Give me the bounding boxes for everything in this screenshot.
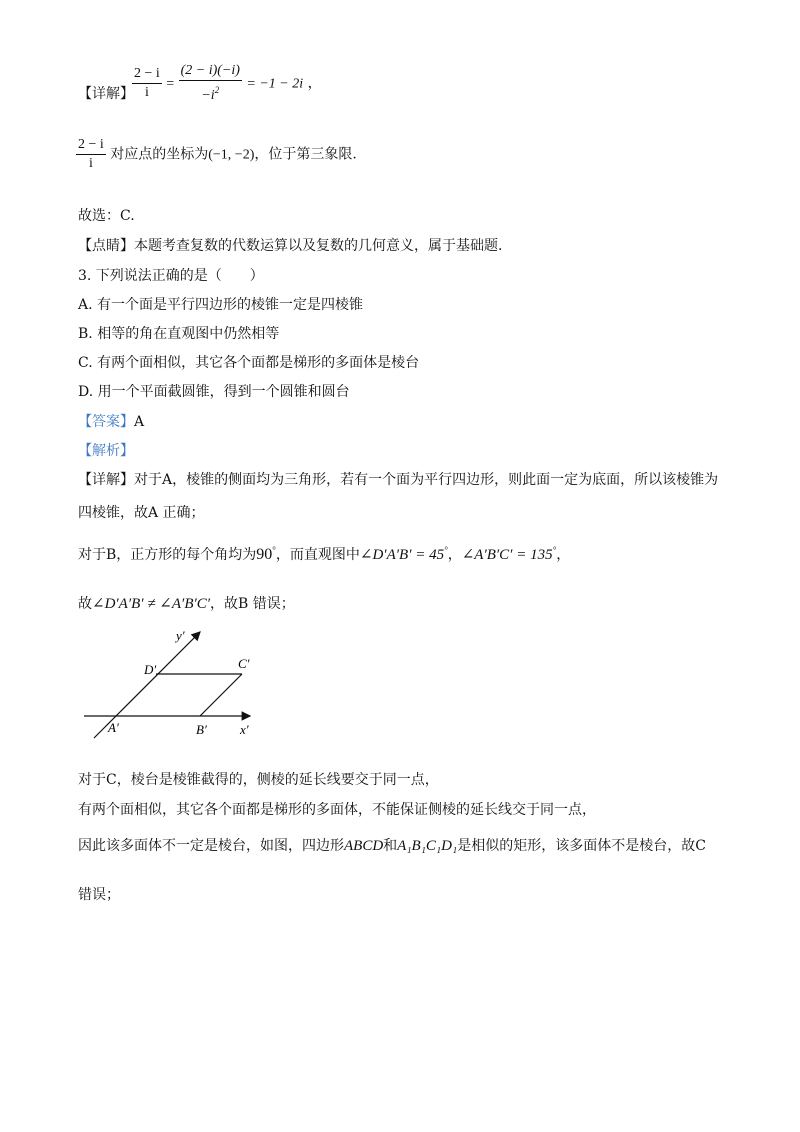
label-b: B′: [196, 722, 207, 737]
degree-90: 90°: [256, 545, 276, 563]
detail-c-line4: 错误；: [78, 887, 120, 903]
detail-c-line3-a: 因此该多面体不一定是棱台，如图，四边形: [78, 838, 344, 854]
angle-dab: ∠D′A′B′ = 45°: [359, 545, 448, 563]
equation-line: [132, 62, 322, 105]
detail-c-and: 和: [383, 838, 398, 854]
detail-c-line1: 对于C，棱台是棱锥截得的，侧棱的延长线要交于同一点，: [78, 772, 439, 788]
label-d: D′: [144, 662, 157, 677]
coordinate-value: (−1, −2): [208, 147, 255, 163]
label-y: y′: [176, 628, 185, 643]
quad-a1b1c1d1: A₁B₁C₁D₁: [397, 838, 458, 854]
answer-value: A: [134, 414, 145, 430]
equals-sign: =: [166, 76, 175, 92]
angle-inequality: ∠D′A′B′ ≠ ∠A′B′C′: [92, 596, 211, 612]
option-c: C. 有两个面相似，其它各个面都是梯形的多面体是棱台: [78, 355, 420, 371]
analysis-tag: 【解析】: [78, 443, 134, 459]
answer-tag: 【答案】: [78, 414, 134, 430]
detail-c-line3-b: 是相似的矩形，该多面体不是棱台，故C: [457, 838, 706, 854]
detail-b-mid: ，而直观图中: [275, 547, 360, 563]
equation-result: = −1 − 2i: [246, 76, 304, 92]
label-a: A′: [108, 720, 119, 735]
question-stem: 3. 下列说法正确的是（ ）: [78, 268, 264, 284]
detail-tag-q2: 【详解】: [78, 86, 134, 102]
side-cb: [200, 674, 242, 716]
detail-b-line1: [78, 540, 570, 565]
label-x: x′: [240, 722, 249, 737]
option-a: A. 有一个面是平行四边形的棱锥一定是四棱锥: [78, 297, 364, 313]
detail-b-end: ，: [556, 547, 571, 563]
fraction-3-denominator: i: [88, 156, 93, 171]
option-b: B. 相等的角在直观图中仍然相等: [78, 326, 280, 342]
quad-abcd: ABCD: [344, 838, 384, 854]
detail-b-sep: ，: [447, 547, 462, 563]
fraction-1-numerator: 2 − i: [132, 65, 162, 84]
fraction-3-numerator: 2 − i: [76, 136, 106, 155]
choice-line: 故选：C.: [78, 208, 135, 224]
comment-line: 【点睛】本题考查复数的代数运算以及复数的几何意义，属于基础题.: [78, 238, 503, 254]
fraction-3: [76, 136, 106, 173]
angle-abc: ∠A′B′C′ = 135°: [461, 545, 557, 563]
detail-a-text: 对于A，棱锥的侧面均为三角形，若有一个面为平行四边形，则此面一定为底面，所以该棱锥为: [134, 472, 719, 488]
coordinate-text-a: 对应点的坐标为: [110, 146, 209, 163]
detail-c-line2: 有两个面相似，其它各个面都是梯形的多面体，不能保证侧棱的延长线交于同一点，: [78, 802, 596, 818]
coordinate-text-b: ，位于第三象限.: [254, 146, 357, 163]
detail-c-line3: [78, 836, 706, 856]
detail-b2-post: ，故B 错误；: [210, 596, 295, 612]
detail-b-line2: [78, 594, 295, 614]
fraction-1: [132, 65, 162, 102]
detail-tag-q3: 【详解】: [78, 472, 134, 488]
coordinate-line: [76, 136, 357, 173]
label-c: C′: [238, 656, 250, 671]
fraction-2-numerator: (2 − i)(−i): [179, 62, 242, 81]
oblique-drawing-figure: [80, 622, 260, 746]
detail-b-pre: 对于B，正方形的每个角均为: [78, 547, 257, 563]
fraction-2-denominator: $-i^2$: [201, 85, 220, 103]
equation-comma: ，: [307, 75, 322, 92]
fraction-2: [179, 62, 242, 105]
answer-line: [78, 412, 144, 432]
detail-b2-pre: 故: [78, 596, 92, 612]
detail-a-line2: 四棱锥，故A 正确；: [78, 505, 205, 521]
option-d: D. 用一个平面截圆锥，得到一个圆锥和圆台: [78, 384, 350, 400]
detail-a-line1: [78, 470, 718, 490]
fraction-1-denominator: i: [144, 85, 149, 100]
